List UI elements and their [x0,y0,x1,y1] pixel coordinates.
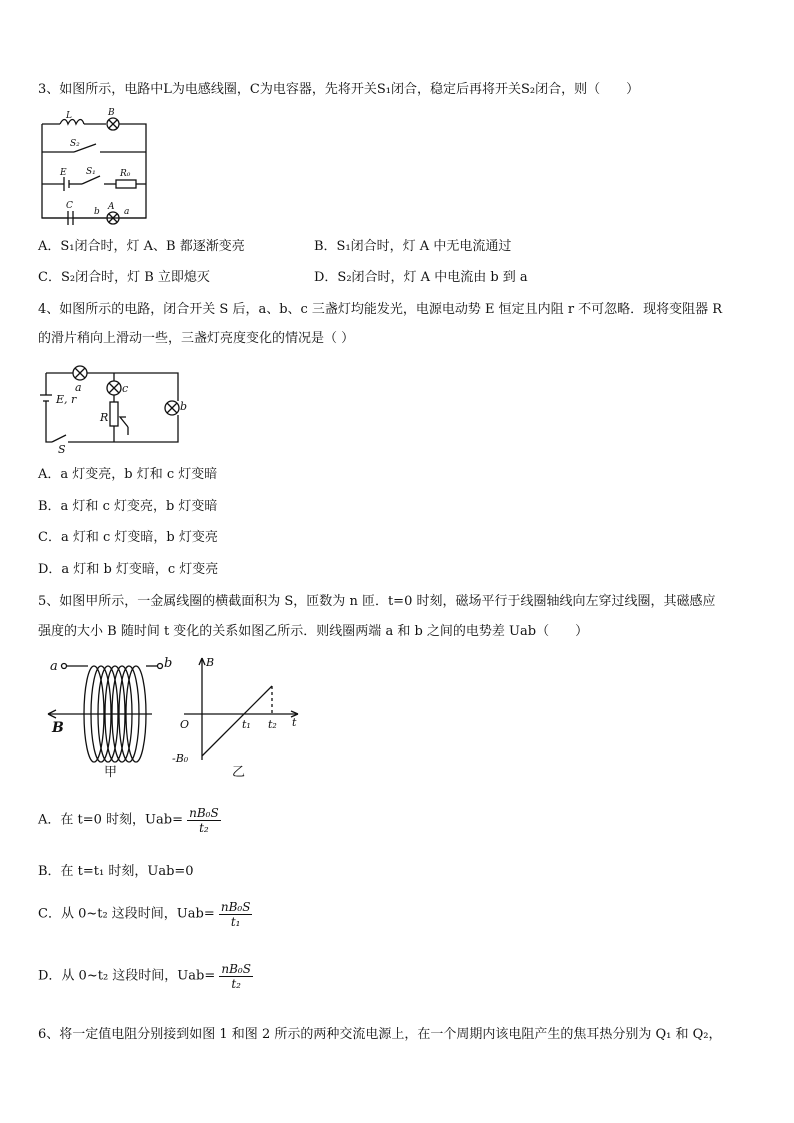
q5-option-a-denominator: t₂ [199,821,209,835]
q3-stem: 3、如图所示，电路中L为电感线圈，C为电容器，先将开关S₁闭合，稳定后再将开关S₂闭合，则（ ） [38,82,640,97]
q4-circuit-diagram [38,365,188,456]
q5-graph-label-t1: t₁ [242,718,251,731]
q5-option-a-numerator: nB₀S [189,806,219,820]
q3-option-b: B．S₁闭合时，灯 A 中无电流通过 [314,239,512,254]
q3-option-d: D．S₂闭合时，灯 A 中电流由 b 到 a [314,270,528,285]
q3-label-S1: S₁ [86,167,96,177]
q5-option-a [38,806,221,835]
q5-option-d-denominator: t₂ [231,977,241,991]
q5-stem-line2: 强度的大小 B 随时间 t 变化的关系如图乙所示．则线圈两端 a 和 b 之间的电势差 Uab（ ） [38,624,589,639]
q4-label-a: a [75,381,82,394]
q5-option-c-fraction [219,900,253,929]
q5-graph-label-t2: t₂ [268,718,277,731]
q5-option-d-fraction [219,962,253,991]
q4-label-Er: E, r [56,393,77,406]
q5-graph-label-t: t [292,716,297,729]
q3-label-E: E [60,168,67,178]
q5-option-c-denominator: t₁ [230,915,241,929]
q4-option-b: B．a 灯和 c 灯变亮，b 灯变暗 [38,499,218,514]
q5-coil-label-a: a [50,659,58,674]
q5-option-c-text: C．从 0~t₂ 这段时间，Uab= [38,906,215,922]
q5-coil-label-b: b [164,656,173,671]
q4-label-S: S [58,443,66,456]
q4-option-a: A．a 灯变亮，b 灯和 c 灯变暗 [38,467,218,482]
q5-option-d-numerator: nB₀S [221,962,251,976]
q6-stem: 6、将一定值电阻分别接到如图 1 和图 2 所示的两种交流电源上，在一个周期内该电阻产生的焦耳热分别为 Q₁ 和 Q₂， [38,1027,722,1042]
q5-coil-figure [44,652,164,778]
q3-label-C: C [66,201,73,211]
q5-graph-caption: 乙 [232,765,246,780]
q5-stem-line1: 5、如图甲所示，一金属线圈的横截面积为 S，匝数为 n 匝．t=0 时刻，磁场平行于线圈轴线向左穿过线圈，其磁感应 [38,594,716,609]
q4-stem-line2: 的滑片稍向上滑动一些，三盏灯亮度变化的情况是（ ） [38,331,355,346]
q3-label-A: A [108,202,115,212]
q5-coil-caption: 甲 [104,765,118,780]
q5-option-a-text: A．在 t=0 时刻，Uab= [38,812,183,828]
q4-option-d: D．a 灯和 b 灯变暗，c 灯变亮 [38,562,219,577]
q5-option-d-text: D．从 0~t₂ 这段时间，Uab= [38,968,216,984]
q4-stem-line1: 4、如图所示的电路，闭合开关 S 后，a、b、c 三盏灯均能发光，电源电动势 E 恒定且内阻 r 不可忽略．现将变阻器 R [38,302,723,317]
q3-option-a: A．S₁闭合时，灯 A、B 都逐渐变亮 [38,239,245,254]
q5-option-d [38,962,253,991]
q3-label-R0: R₀ [120,169,131,179]
q5-option-a-fraction [187,806,221,835]
q5-graph-figure [170,652,310,778]
q3-label-B: B [108,108,115,118]
q3-label-b: b [94,207,100,217]
q5-option-c-numerator: nB₀S [220,900,251,914]
q4-label-b: b [180,400,188,413]
q3-label-L: L [66,111,72,121]
q5-graph-label-O: O [180,718,190,731]
q3-label-S2: S₂ [70,139,80,149]
q5-option-c [38,900,252,929]
q4-label-R: R [100,411,109,424]
q4-label-c: c [122,382,129,395]
q5-coil-label-B: B [52,720,64,736]
q4-option-c: C．a 灯和 c 灯变暗，b 灯变亮 [38,530,218,545]
q5-option-b: B．在 t=t₁ 时刻，Uab=0 [38,864,194,879]
q5-graph-label-B: B [206,656,215,669]
q3-option-c: C．S₂闭合时，灯 B 立即熄灭 [38,270,210,285]
q3-label-a: a [124,207,130,217]
q3-circuit-diagram [38,106,150,224]
q5-graph-label-negB0: -B₀ [172,752,189,765]
